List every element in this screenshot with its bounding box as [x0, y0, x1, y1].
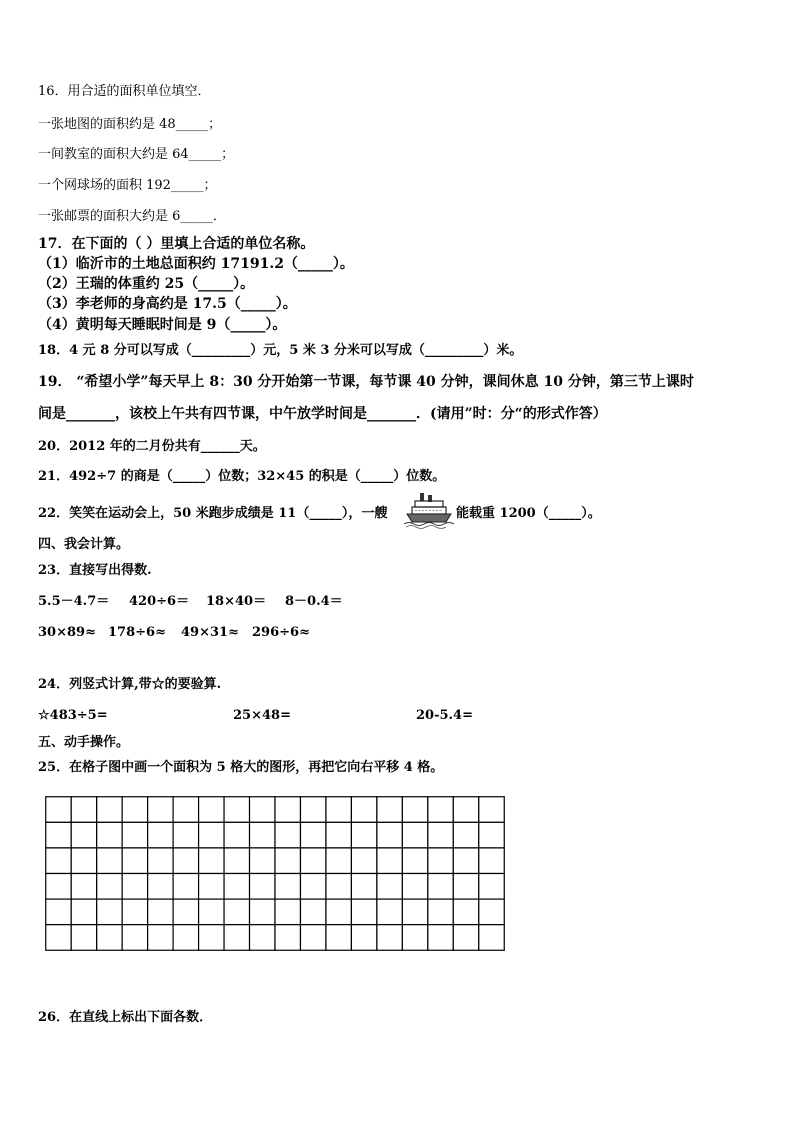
grid-cell[interactable]	[300, 899, 325, 925]
q24-title: 24．列竖式计算,带☆的要验算.	[38, 677, 222, 692]
grid-cell[interactable]	[250, 848, 275, 874]
q16-title: 16．用合适的面积单位填空．	[38, 84, 211, 99]
drawing-grid[interactable]	[45, 796, 505, 951]
q19-line-2: 间是_______，该校上午共有四节课，中午放学时间是_______．(请用”时：分“的形式作答）	[38, 406, 607, 422]
grid-cell[interactable]	[148, 899, 173, 925]
grid-cell[interactable]	[71, 899, 96, 925]
grid-cell[interactable]	[428, 848, 453, 874]
grid-cell[interactable]	[351, 899, 376, 925]
grid-cell[interactable]	[173, 822, 198, 848]
grid-cell[interactable]	[351, 874, 376, 900]
q17-item-2: （2）王瑞的体重约 25（_____）。	[38, 276, 255, 292]
grid-cell[interactable]	[46, 899, 71, 925]
grid-cell[interactable]	[351, 925, 376, 951]
grid-cell[interactable]	[479, 848, 504, 874]
grid-cell[interactable]	[122, 848, 147, 874]
grid-cell[interactable]	[97, 925, 122, 951]
grid-cell[interactable]	[428, 899, 453, 925]
grid-cell[interactable]	[97, 822, 122, 848]
grid-cell[interactable]	[122, 874, 147, 900]
grid-cell[interactable]	[428, 822, 453, 848]
grid-cell[interactable]	[275, 797, 300, 823]
grid-cell[interactable]	[300, 822, 325, 848]
grid-cell[interactable]	[351, 848, 376, 874]
grid-cell[interactable]	[453, 874, 478, 900]
grid-cell[interactable]	[300, 848, 325, 874]
grid-cell[interactable]	[173, 848, 198, 874]
q24-item-2: 25×48=	[233, 708, 291, 723]
grid-cell[interactable]	[428, 797, 453, 823]
grid-cell[interactable]	[453, 899, 478, 925]
section-4-title: 四、我会计算。	[38, 537, 130, 552]
grid-cell[interactable]	[46, 822, 71, 848]
q23-row1-3: 18×40＝	[206, 594, 267, 609]
grid-cell[interactable]	[173, 899, 198, 925]
grid-cell[interactable]	[300, 874, 325, 900]
grid-cell[interactable]	[148, 925, 173, 951]
q23-row1-1: 5.5－4.7＝	[38, 594, 110, 609]
grid-cell[interactable]	[402, 797, 427, 823]
grid-cell[interactable]	[250, 797, 275, 823]
grid-cell[interactable]	[250, 874, 275, 900]
q22-text-before: 22．笑笑在运动会上，50 米跑步成绩是 11（_____），一艘	[38, 506, 388, 521]
q17-item-1: （1）临沂市的土地总面积约 17191.2（_____）。	[38, 256, 354, 272]
grid-cell[interactable]	[377, 874, 402, 900]
q23-row1-2: 420÷6＝	[129, 594, 190, 609]
grid-cell[interactable]	[479, 874, 504, 900]
grid-cell[interactable]	[326, 822, 351, 848]
q18-text: 18．4 元 8 分可以写成（_________）元，5 米 3 分米可以写成（_________）米。	[38, 343, 523, 358]
grid-cell[interactable]	[71, 874, 96, 900]
grid-cell[interactable]	[402, 925, 427, 951]
q21-text: 21．492÷7 的商是（_____）位数；32×45 的积是（_____）位数。	[38, 469, 446, 484]
section-5-title: 五、动手操作。	[38, 735, 130, 750]
grid-cell[interactable]	[199, 797, 224, 823]
q23-title: 23．直接写出得数.	[38, 563, 152, 578]
q16-item-4: 一张邮票的面积大约是 6_____．	[38, 209, 226, 224]
grid-cell[interactable]	[46, 797, 71, 823]
grid-cell[interactable]	[377, 925, 402, 951]
grid-cell[interactable]	[275, 899, 300, 925]
grid-cell[interactable]	[275, 822, 300, 848]
grid-cell[interactable]	[300, 797, 325, 823]
grid-cell[interactable]	[351, 797, 376, 823]
grid-cell[interactable]	[275, 925, 300, 951]
grid-cell[interactable]	[224, 899, 249, 925]
grid-cell[interactable]	[224, 874, 249, 900]
grid-cell[interactable]	[71, 797, 96, 823]
grid-cell[interactable]	[148, 822, 173, 848]
grid-cell[interactable]	[275, 848, 300, 874]
grid-cell[interactable]	[326, 848, 351, 874]
q16-item-2: 一间教室的面积大约是 64_____；	[38, 147, 235, 162]
q16-item-1: 一张地图的面积约是 48_____；	[38, 117, 222, 132]
q24-item-1: ☆483÷5=	[38, 708, 108, 723]
grid-cell[interactable]	[428, 925, 453, 951]
q23-row1-4: 8－0.4＝	[285, 594, 343, 609]
grid-cell[interactable]	[97, 874, 122, 900]
q26-title: 26．在直线上标出下面各数．	[38, 1010, 213, 1025]
q23-row2-4: 296÷6≈	[252, 625, 310, 640]
grid-cell[interactable]	[326, 874, 351, 900]
grid-cell[interactable]	[199, 874, 224, 900]
grid-cell[interactable]	[97, 848, 122, 874]
grid-cell[interactable]	[250, 925, 275, 951]
grid-cell[interactable]	[46, 848, 71, 874]
grid-cell[interactable]	[122, 822, 147, 848]
q20-text: 20．2012 年的二月份共有______天。	[38, 439, 266, 454]
q25-title: 25．在格子图中画一个面积为 5 格大的图形，再把它向右平移 4 格。	[38, 760, 444, 775]
grid-cell[interactable]	[224, 925, 249, 951]
q23-row2-1: 30×89≈	[38, 625, 96, 640]
q19-line-1: 19． “希望小学”每天早上 8：30 分开始第一节课，每节课 40 分钟，课间休息 10 分钟，第三节上课时	[38, 374, 694, 390]
grid-cell[interactable]	[97, 797, 122, 823]
grid-cell[interactable]	[224, 822, 249, 848]
q23-row2-2: 178÷6≈	[108, 625, 166, 640]
grid-cell[interactable]	[479, 899, 504, 925]
grid-cell[interactable]	[148, 874, 173, 900]
grid-cell[interactable]	[71, 822, 96, 848]
grid-cell[interactable]	[479, 797, 504, 823]
grid-cell[interactable]	[71, 848, 96, 874]
grid-cell[interactable]	[173, 874, 198, 900]
grid-cell[interactable]	[402, 874, 427, 900]
grid-cell[interactable]	[453, 925, 478, 951]
grid-cell[interactable]	[326, 797, 351, 823]
grid-cell[interactable]	[326, 925, 351, 951]
grid-cell[interactable]	[199, 925, 224, 951]
q17-item-4: （4）黄明每天睡眠时间是 9（_____）。	[38, 317, 287, 333]
grid-cell[interactable]	[199, 848, 224, 874]
grid-cell[interactable]	[122, 797, 147, 823]
grid-cell[interactable]	[148, 848, 173, 874]
grid-cell[interactable]	[377, 797, 402, 823]
grid-cell[interactable]	[275, 874, 300, 900]
grid-cell[interactable]	[224, 797, 249, 823]
grid-cell[interactable]	[148, 797, 173, 823]
q17-item-3: （3）李老师的身高约是 17.5（_____）。	[38, 296, 297, 312]
grid-cell[interactable]	[453, 822, 478, 848]
q22-text-after: 能载重 1200（_____）。	[456, 506, 601, 521]
grid-cell[interactable]	[122, 899, 147, 925]
ship-icon	[404, 491, 454, 529]
q24-item-3: 20-5.4=	[416, 708, 473, 723]
q23-row2-3: 49×31≈	[181, 625, 239, 640]
grid-cell[interactable]	[479, 822, 504, 848]
grid-cell[interactable]	[453, 797, 478, 823]
grid-cell[interactable]	[326, 899, 351, 925]
grid-cell[interactable]	[199, 899, 224, 925]
grid-cell[interactable]	[122, 925, 147, 951]
grid-cell[interactable]	[224, 848, 249, 874]
grid-cell[interactable]	[173, 797, 198, 823]
grid-cell[interactable]	[377, 899, 402, 925]
grid-cell[interactable]	[250, 822, 275, 848]
q17-title: 17．在下面的（ ）里填上合适的单位名称。	[38, 236, 315, 252]
grid-cell[interactable]	[173, 925, 198, 951]
grid-cell[interactable]	[428, 874, 453, 900]
grid-cell[interactable]	[479, 925, 504, 951]
q16-item-3: 一个网球场的面积 192_____；	[38, 178, 217, 193]
grid-cell[interactable]	[351, 822, 376, 848]
grid-cell[interactable]	[453, 848, 478, 874]
grid-cell[interactable]	[71, 925, 96, 951]
grid-cell[interactable]	[402, 848, 427, 874]
grid-cell[interactable]	[402, 899, 427, 925]
grid-cell[interactable]	[46, 874, 71, 900]
grid-cell[interactable]	[377, 848, 402, 874]
grid-cell[interactable]	[46, 925, 71, 951]
grid-cell[interactable]	[199, 822, 224, 848]
grid-cell[interactable]	[250, 899, 275, 925]
grid-cell[interactable]	[402, 822, 427, 848]
grid-cell[interactable]	[97, 899, 122, 925]
grid-cell[interactable]	[300, 925, 325, 951]
grid-cell[interactable]	[377, 822, 402, 848]
